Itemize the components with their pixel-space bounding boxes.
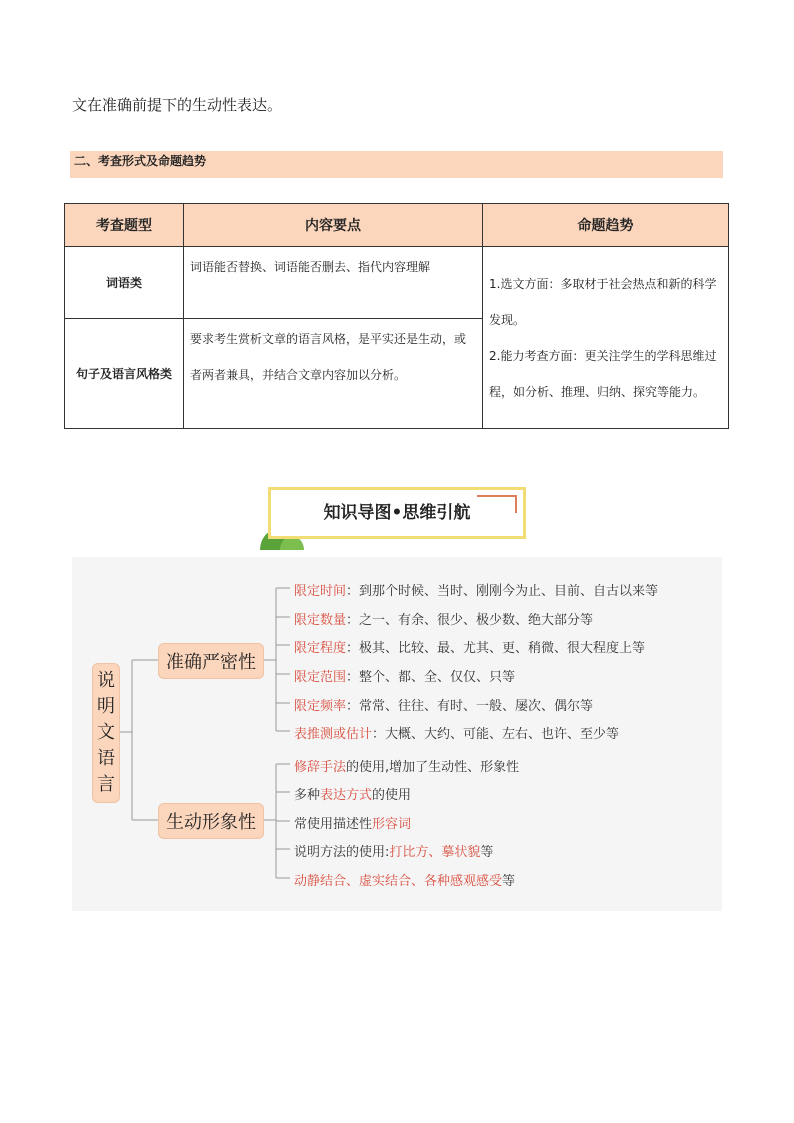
mind-map [72,557,722,911]
section-heading: 二、考查形式及命题趋势 [70,151,723,178]
leaf-item [294,637,645,656]
leaf-text: 多种 [294,788,321,803]
leaf-text: 的使用 [372,788,412,803]
question-type-cell: 句子及语言风格类 [65,319,184,429]
leaf-item [294,609,593,628]
leaf-text: ：之一、有余、很少、极少数、绝大部分等 [346,613,594,628]
table-header-cell: 命题趋势 [483,204,729,247]
branch-vividness: 生动形象性 [158,803,264,839]
leaf-key: 限定频率 [294,699,347,714]
leaf-key: 限定程度 [294,641,347,656]
leaf-key: 限定范围 [294,670,347,685]
banner-corner-decoration [477,495,517,497]
leaf-text: ：大概、大约、可能、左右、也许、至少等 [372,727,620,742]
branch-accuracy: 准确严密性 [158,643,264,679]
leaf-key: 限定数量 [294,613,347,628]
root-char: 说 [97,670,115,691]
leaf-text: 的使用,增加了生动性、形象性 [346,760,520,775]
leaf-item [294,756,519,775]
leaf-item [294,723,619,742]
leaf-text: 常使用描述性 [294,817,373,832]
knowledge-map-banner [268,487,526,539]
leaf-item [294,870,515,889]
leaf-item [294,841,493,860]
content-cell: 词语能否替换、词语能否删去、指代内容理解 [184,247,483,319]
trend-item: 2.能力考查方面：更关注学生的学科思维过程，如分析、推理、归纳、探究等能力。 [489,348,717,399]
trend-item: 1.选文方面：多取材于社会热点和新的科学发现。 [489,276,717,327]
leaf-item [294,784,411,803]
table-header-cell: 考查题型 [65,204,184,247]
leaf-text: ：到那个时候、当时、刚刚今为止、目前、自古以来等 [346,584,659,599]
leaf-text: ：整个、都、全、仅仅、只等 [346,670,516,685]
leaf-text: ：极其、比较、最、尤其、更、稍微、很大程度上等 [346,641,646,656]
leaf-key: 表推测或估计 [294,727,373,742]
trend-cell [483,247,729,429]
leaf-key: 表达方式 [320,788,373,803]
table-row [65,247,729,319]
root-char: 言 [97,774,115,795]
banner-corner-decoration [515,497,517,513]
exam-table [64,203,729,429]
leaf-key: 动静结合、虚实结合、各种感观感受 [294,874,503,889]
leaf-key: 限定时间 [294,584,347,599]
question-type-cell: 词语类 [65,247,184,319]
root-char: 文 [97,722,115,743]
leaf-item [294,813,411,832]
content-cell: 要求考生赏析文章的语言风格，是平实还是生动，或者两者兼具，并结合文章内容加以分析。 [184,319,483,429]
leaf-text: 说明方法的使用: [294,845,390,860]
intro-text: 文在准确前提下的生动性表达。 [72,96,283,114]
leaf-item [294,580,658,599]
leaf-item [294,666,515,685]
leaf-text: ：常常、往往、有时、一般、屡次、偶尔等 [346,699,594,714]
leaf-key: 修辞手法 [294,760,347,775]
root-char: 语 [97,748,115,769]
leaf-text: 等 [480,845,494,860]
table-header-cell: 内容要点 [184,204,483,247]
leaf-key: 形容词 [372,817,412,832]
leaf-key: 打比方、摹状貌 [389,845,481,860]
leaf-item [294,695,593,714]
mind-map-root [92,663,120,803]
table-header-row [65,204,729,247]
banner-title: 知识导图•思维引航 [323,503,471,523]
leaf-text: 等 [502,874,516,889]
root-char: 明 [97,696,115,717]
